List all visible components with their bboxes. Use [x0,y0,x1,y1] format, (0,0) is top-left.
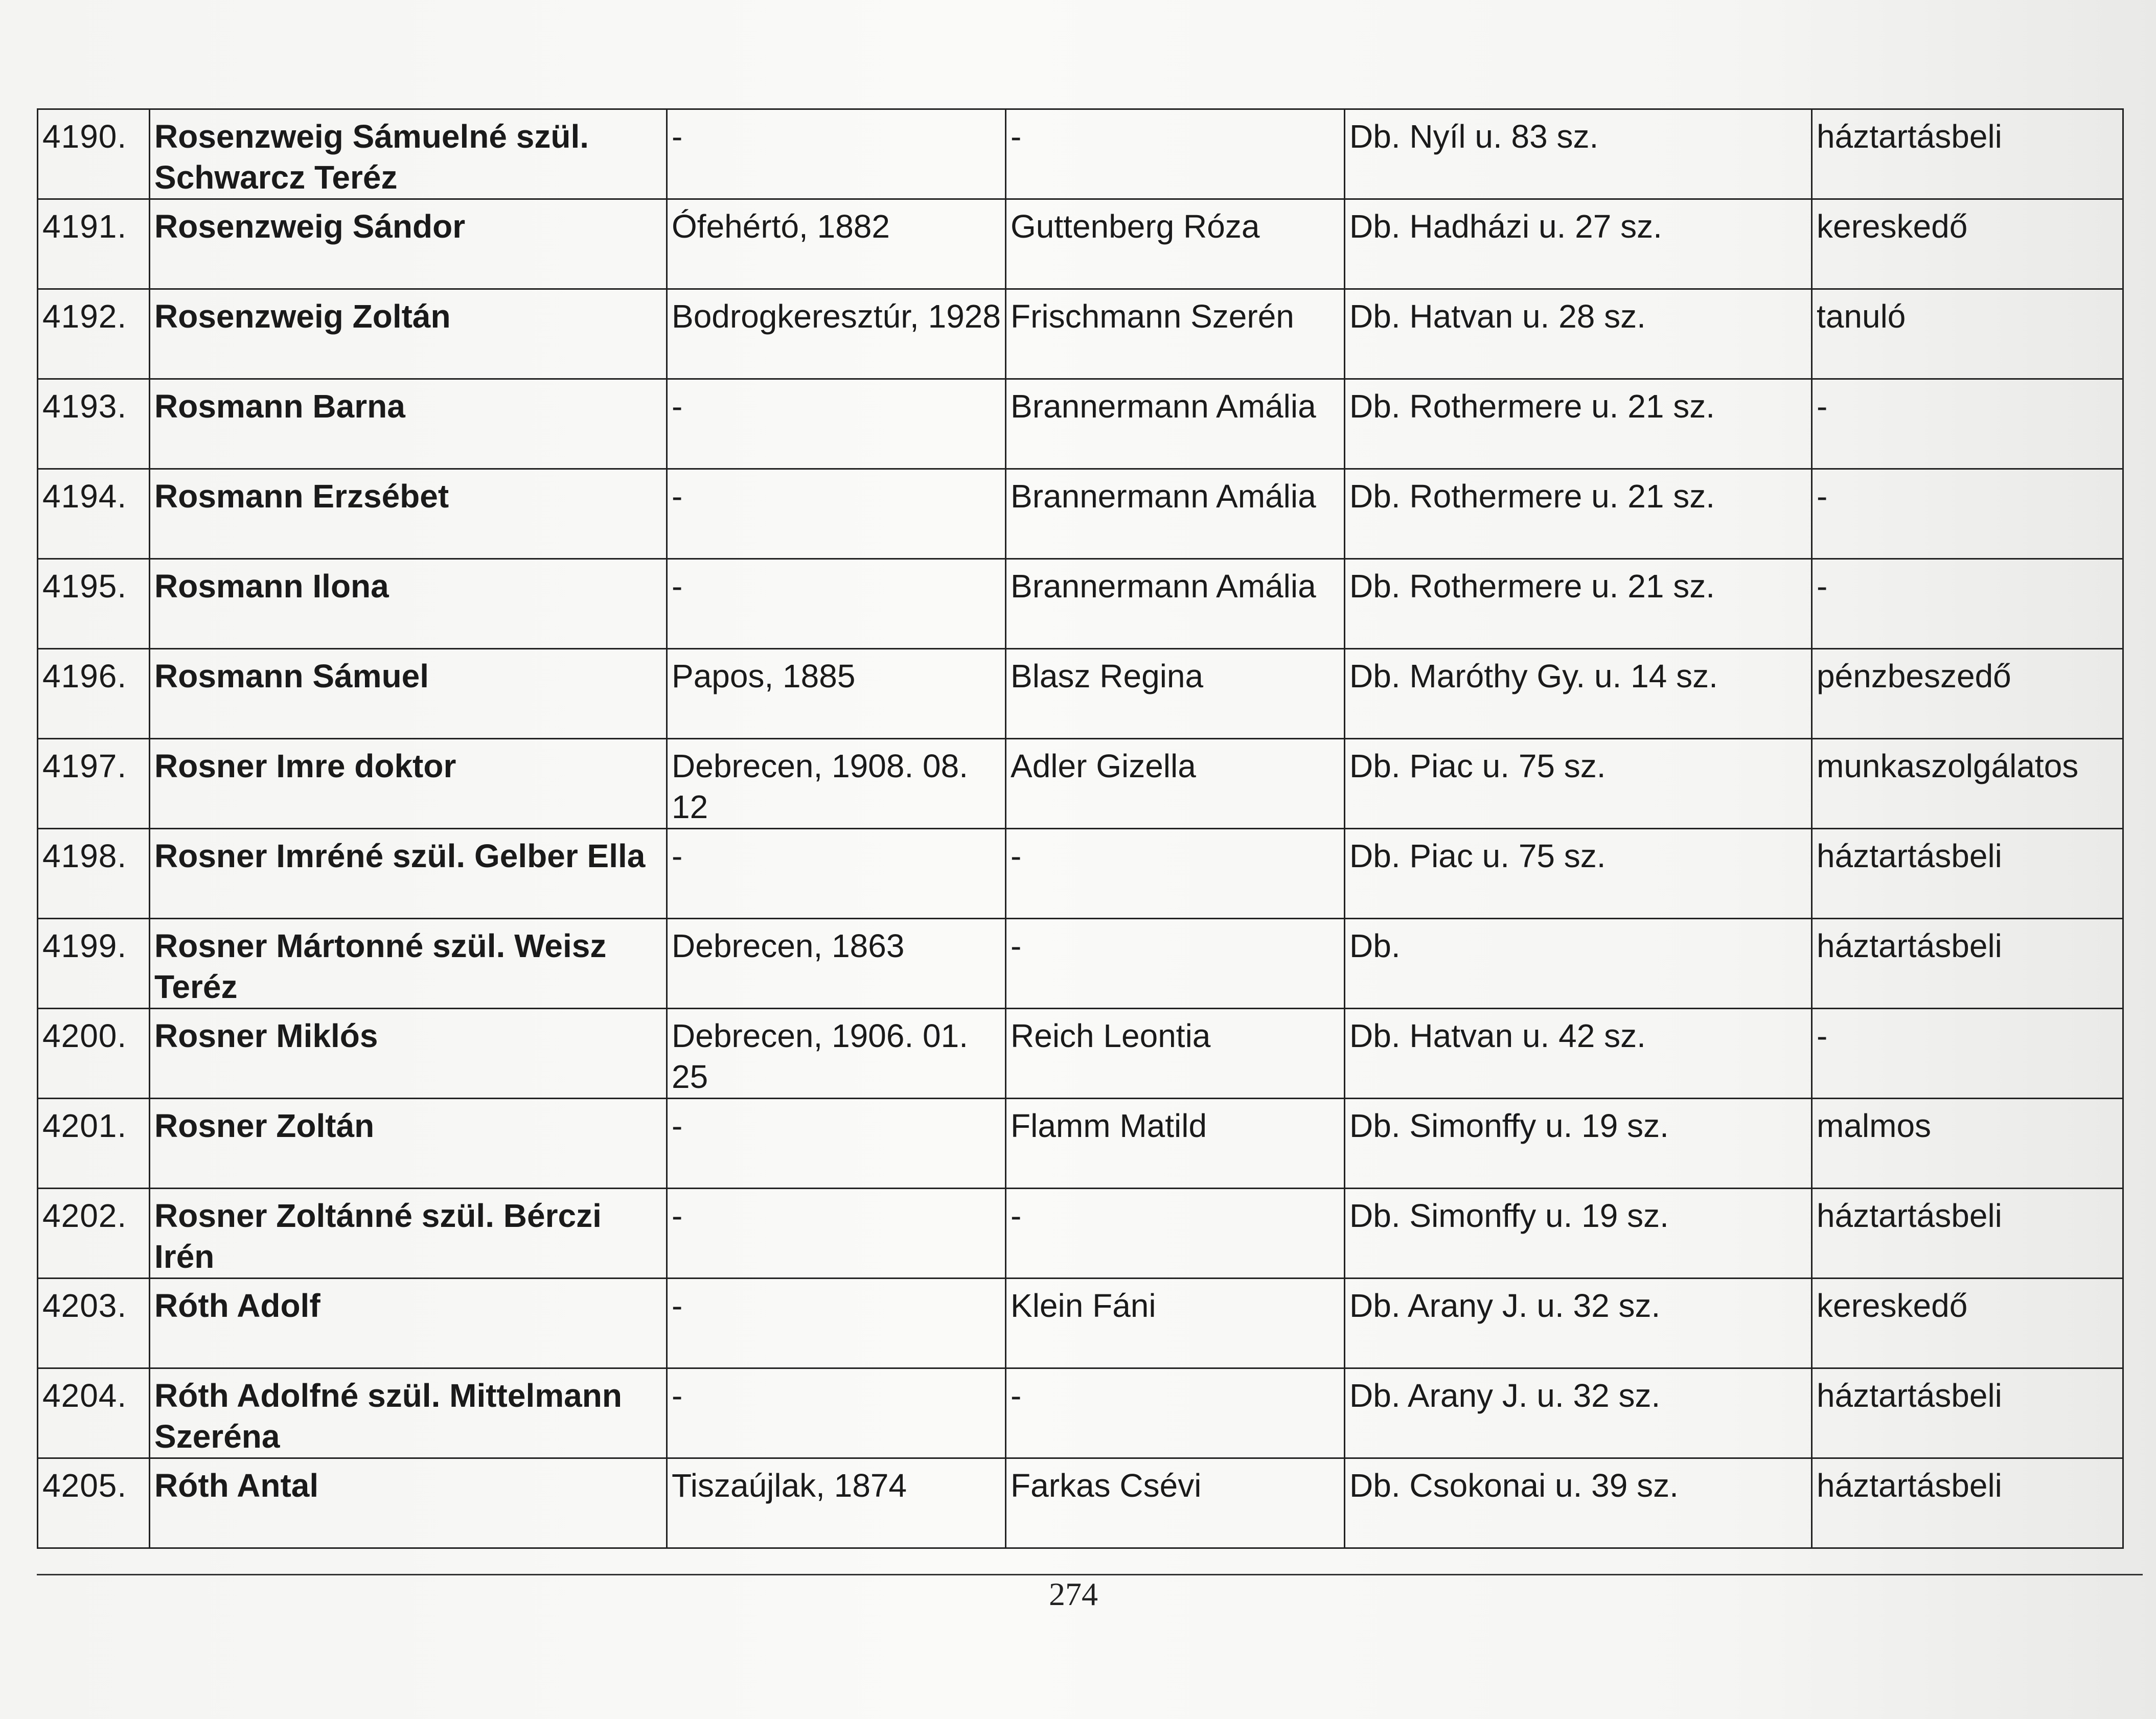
mother-name: - [1006,109,1345,199]
entry-number: 4202. [38,1189,150,1279]
entry-number: 4192. [38,289,150,379]
occupation: - [1812,1009,2123,1099]
address: Db. Nyíl u. 83 sz. [1345,109,1812,199]
address: Db. Rothermere u. 21 sz. [1345,559,1812,649]
person-name: Rosenzweig Zoltán [150,289,667,379]
entry-number: 4195. [38,559,150,649]
person-name: Rosner Zoltán [150,1099,667,1189]
register-table [37,108,2124,1549]
entry-number: 4198. [38,829,150,919]
page-number: 274 [1049,1576,1098,1612]
birth-place-date: - [667,559,1006,649]
birth-place-date: Bodrogkeresztúr, 1928 [667,289,1006,379]
person-name: Róth Antal [150,1458,667,1548]
table-row [38,379,2123,469]
occupation: kereskedő [1812,199,2123,289]
occupation: háztartásbeli [1812,109,2123,199]
person-name: Rosenzweig Sámuelné szül. Schwarcz Teréz [150,109,667,199]
address: Db. Simonffy u. 19 sz. [1345,1189,1812,1279]
mother-name: - [1006,1368,1345,1458]
occupation: háztartásbeli [1812,829,2123,919]
person-name: Rosmann Erzsébet [150,469,667,559]
birth-place-date: - [667,829,1006,919]
table-row [38,289,2123,379]
entry-number: 4196. [38,649,150,739]
address: Db. Hatvan u. 42 sz. [1345,1009,1812,1099]
occupation: - [1812,469,2123,559]
entry-number: 4194. [38,469,150,559]
table-row [38,829,2123,919]
person-name: Róth Adolfné szül. Mittelmann Szeréna [150,1368,667,1458]
address: Db. Hadházi u. 27 sz. [1345,199,1812,289]
table-row [38,739,2123,829]
entry-number: 4203. [38,1279,150,1368]
occupation: kereskedő [1812,1279,2123,1368]
entry-number: 4200. [38,1009,150,1099]
entry-number: 4191. [38,199,150,289]
table-row [38,1009,2123,1099]
table-row [38,1368,2123,1458]
table-row [38,1099,2123,1189]
occupation: háztartásbeli [1812,1368,2123,1458]
register-body [38,109,2123,1548]
mother-name: Brannermann Amália [1006,559,1345,649]
birth-place-date: - [667,1368,1006,1458]
entry-number: 4204. [38,1368,150,1458]
birth-place-date: Tiszaújlak, 1874 [667,1458,1006,1548]
mother-name: Blasz Regina [1006,649,1345,739]
person-name: Rosmann Sámuel [150,649,667,739]
entry-number: 4205. [38,1458,150,1548]
entry-number: 4201. [38,1099,150,1189]
mother-name: Reich Leontia [1006,1009,1345,1099]
birth-place-date: Papos, 1885 [667,649,1006,739]
address: Db. Simonffy u. 19 sz. [1345,1099,1812,1189]
mother-name: Adler Gizella [1006,739,1345,829]
mother-name: Brannermann Amália [1006,379,1345,469]
birth-place-date: - [667,1279,1006,1368]
mother-name: - [1006,919,1345,1009]
mother-name: Brannermann Amália [1006,469,1345,559]
birth-place-date: - [667,1189,1006,1279]
person-name: Rosner Miklós [150,1009,667,1099]
mother-name: Klein Fáni [1006,1279,1345,1368]
occupation: tanuló [1812,289,2123,379]
table-row [38,649,2123,739]
birth-place-date: - [667,1099,1006,1189]
birth-place-date: - [667,469,1006,559]
mother-name: Farkas Csévi [1006,1458,1345,1548]
birth-place-date: - [667,379,1006,469]
birth-place-date: Debrecen, 1908. 08. 12 [667,739,1006,829]
person-name: Rosner Zoltánné szül. Bérczi Irén [150,1189,667,1279]
table-row [38,1189,2123,1279]
address: Db. Arany J. u. 32 sz. [1345,1368,1812,1458]
person-name: Rosner Imre doktor [150,739,667,829]
entry-number: 4199. [38,919,150,1009]
mother-name: Flamm Matild [1006,1099,1345,1189]
mother-name: - [1006,829,1345,919]
table-row [38,1458,2123,1548]
table-row [38,559,2123,649]
mother-name: Frischmann Szerén [1006,289,1345,379]
table-row [38,919,2123,1009]
birth-place-date: Ófehértó, 1882 [667,199,1006,289]
occupation: háztartásbeli [1812,1458,2123,1548]
table-row [38,109,2123,199]
entry-number: 4190. [38,109,150,199]
address: Db. Hatvan u. 28 sz. [1345,289,1812,379]
address: Db. Arany J. u. 32 sz. [1345,1279,1812,1368]
birth-place-date: Debrecen, 1863 [667,919,1006,1009]
table-row [38,1279,2123,1368]
address: Db. Rothermere u. 21 sz. [1345,469,1812,559]
person-name: Rosmann Barna [150,379,667,469]
person-name: Rosenzweig Sándor [150,199,667,289]
occupation: malmos [1812,1099,2123,1189]
address: Db. Piac u. 75 sz. [1345,829,1812,919]
occupation: munkaszolgálatos [1812,739,2123,829]
person-name: Rosmann Ilona [150,559,667,649]
occupation: - [1812,559,2123,649]
address: Db. Piac u. 75 sz. [1345,739,1812,829]
address: Db. Rothermere u. 21 sz. [1345,379,1812,469]
occupation: pénzbeszedő [1812,649,2123,739]
address: Db. Csokonai u. 39 sz. [1345,1458,1812,1548]
birth-place-date: Debrecen, 1906. 01. 25 [667,1009,1006,1099]
entry-number: 4193. [38,379,150,469]
entry-number: 4197. [38,739,150,829]
person-name: Rosner Imréné szül. Gelber Ella [150,829,667,919]
occupation: háztartásbeli [1812,1189,2123,1279]
address: Db. Maróthy Gy. u. 14 sz. [1345,649,1812,739]
table-row [38,199,2123,289]
birth-place-date: - [667,109,1006,199]
occupation: - [1812,379,2123,469]
occupation: háztartásbeli [1812,919,2123,1009]
person-name: Rosner Mártonné szül. Weisz Teréz [150,919,667,1009]
address: Db. [1345,919,1812,1009]
table-row [38,469,2123,559]
person-name: Róth Adolf [150,1279,667,1368]
mother-name: Guttenberg Róza [1006,199,1345,289]
mother-name: - [1006,1189,1345,1279]
